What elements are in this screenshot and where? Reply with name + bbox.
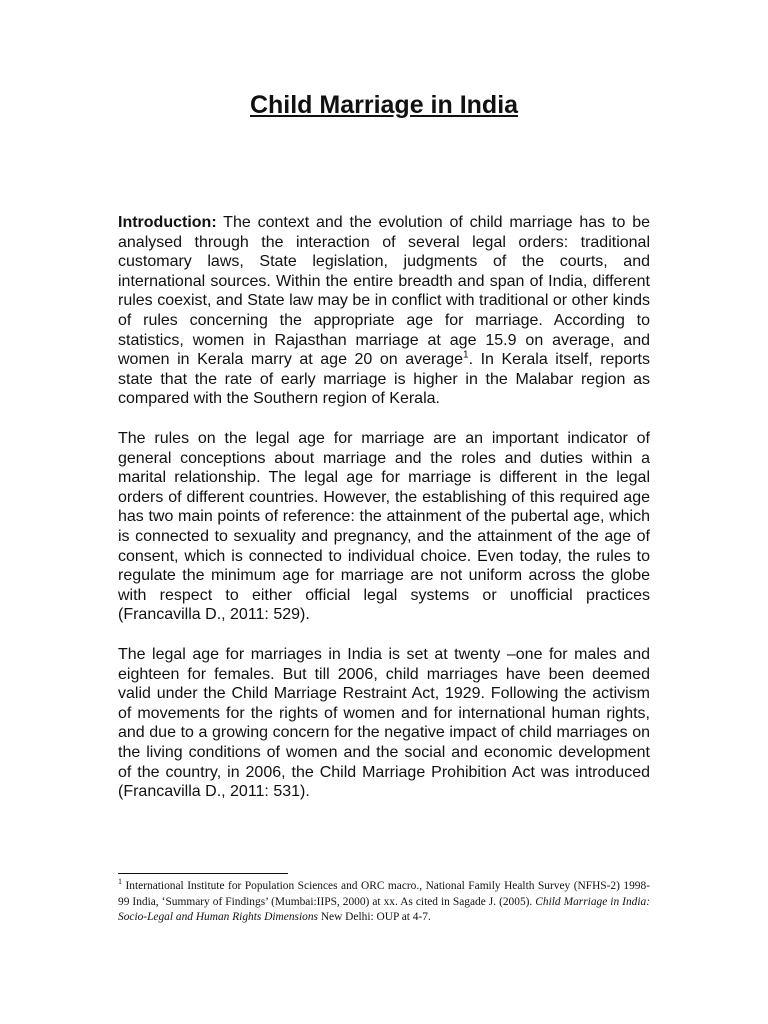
footnote-reference[interactable]: 1 — [463, 349, 469, 361]
intro-text-part-1: The context and the evolution of child marriage has to be analysed through the interaction of several legal orders: traditional customary laws, State legislation, judgments of the courts, and international sources. Within the entire breadth and span of India, different rules coexist, and State law may be in conflict with traditional or other kinds of rules concerning the appropriate age for marriage. According to statistics, women in Rajasthan marriage at age 15.9 on average, and women in Kerala marry at age 20 on average — [118, 214, 650, 369]
intro-paragraph — [118, 213, 650, 409]
page-title: Child Marriage in India — [249, 91, 519, 119]
footnote-text-part-2: New Delhi: OUP at 4-7. — [317, 911, 431, 923]
footnote-text-part-1: International Institute for Population Sciences and ORC macro., National Family Health Survey (NFHS-2) 1998-99 India, ‘Summary of Findings’ (Mumbai:IIPS, 2000) at xx. As cited in Sagade J. (2005). — [118, 880, 650, 908]
footnote-divider — [118, 873, 288, 874]
footnote-number: 1 — [118, 877, 122, 887]
intro-text-part-2: . In Kerala itself, reports state that the rate of early marriage is higher in the Malabar region as compared with the Southern region of Kerala. — [118, 351, 650, 408]
footnote — [118, 879, 650, 926]
india-law-paragraph: The legal age for marriages in India is set at twenty –one for males and eighteen for females. But till 2006, child marriages have been deemed valid under the Child Marriage Restraint Act, 1929. Following the activism of movements for the rights of women and for international human rights, and due to a growing concern for the negative impact of child marriages on the living conditions of women and the social and economic development of the country, in 2006, the Child Marriage Prohibition Act was introduced (Francavilla D., 2011: 531). — [118, 646, 650, 801]
intro-label: Introduction: — [118, 214, 217, 231]
legal-age-paragraph: The rules on the legal age for marriage are an important indicator of general conceptions about marriage and the roles and duties within a marital relationship. The legal age for marriage is different in the legal orders of different countries. However, the establishing of this required age has two main points of reference: the attainment of the pubertal age, which is connected to sexuality and pregnancy, and the attainment of the age of consent, which is connected to individual choice. Even today, the rules to regulate the minimum age for marriage are not uniform across the globe with respect to either official legal systems or unofficial practices (Francavilla D., 2011: 529). — [118, 430, 650, 624]
footnote-book-title: Child Marriage in India: Socio-Legal and Human Rights Dimensions — [118, 895, 650, 923]
